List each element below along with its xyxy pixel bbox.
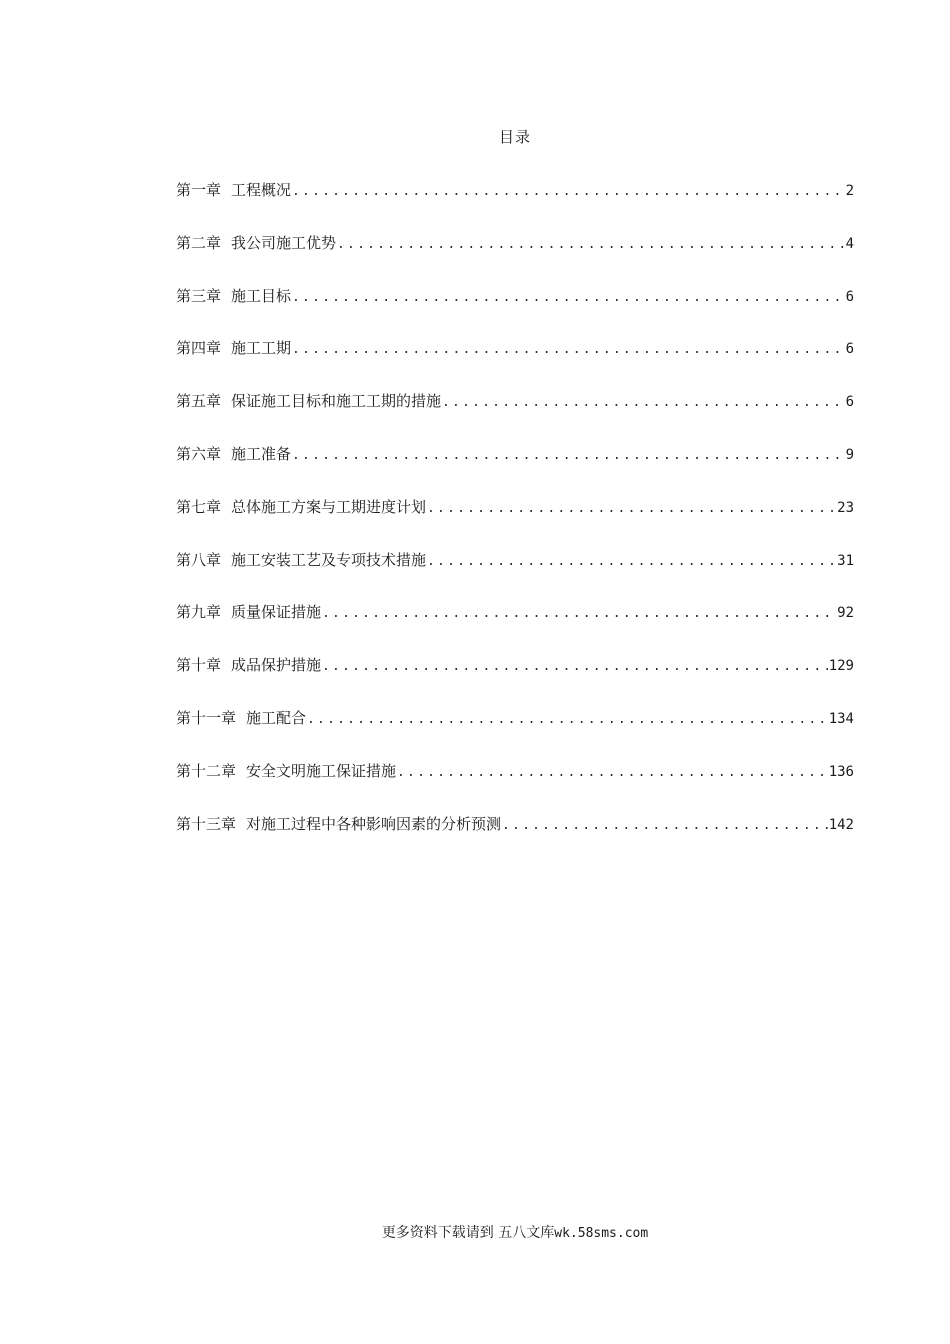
toc-chapter-number: 第十章 — [176, 656, 222, 675]
toc-chapter-title: 施工配合 — [246, 708, 307, 727]
toc-chapter-number: 第六章 — [176, 444, 222, 463]
toc-chapter-title: 成品保护措施 — [231, 656, 322, 675]
footer-text: 更多资料下载请到 五八文库 — [381, 1225, 555, 1241]
toc-chapter-title: 对施工过程中各种影响因素的分析预测 — [246, 814, 502, 833]
toc-page-number: 9 — [845, 446, 854, 463]
toc-chapter-title: 保证施工目标和施工工期的措施 — [231, 392, 442, 411]
toc-dot-leader — [337, 225, 845, 265]
toc-chapter-number: 第十一章 — [176, 708, 237, 727]
toc-entry[interactable] — [176, 381, 854, 434]
toc-chapter-title: 安全文明施工保证措施 — [246, 761, 397, 780]
toc-entry[interactable] — [176, 751, 854, 804]
toc-dot-leader — [397, 753, 828, 793]
toc-chapter-title: 总体施工方案与工期进度计划 — [231, 497, 427, 516]
toc-dot-leader — [322, 594, 836, 634]
toc-entry[interactable] — [176, 276, 854, 329]
toc-chapter-number: 第十三章 — [176, 814, 237, 833]
toc-chapter-number: 第八章 — [176, 550, 222, 569]
toc-chapter-number: 第一章 — [176, 181, 222, 199]
toc-entry[interactable] — [176, 328, 854, 381]
toc-page-number: 136 — [828, 763, 854, 780]
toc-chapter-title: 质量保证措施 — [231, 603, 322, 622]
table-of-contents — [176, 170, 854, 856]
toc-entry[interactable] — [176, 540, 854, 593]
toc-page-number: 6 — [845, 288, 854, 305]
toc-entry[interactable] — [176, 645, 854, 698]
toc-dot-leader — [427, 489, 836, 529]
toc-page-number: 6 — [845, 394, 854, 411]
page-footer — [0, 1222, 950, 1242]
toc-chapter-number: 第五章 — [176, 392, 222, 411]
toc-entry[interactable] — [176, 592, 854, 645]
toc-dot-leader — [442, 383, 845, 423]
toc-dot-leader — [322, 647, 828, 687]
toc-chapter-title: 施工准备 — [231, 444, 292, 463]
toc-entry[interactable] — [176, 223, 854, 276]
toc-chapter-number: 第十二章 — [176, 761, 237, 780]
toc-page-number: 6 — [845, 341, 854, 358]
toc-chapter-number: 第九章 — [176, 603, 222, 622]
toc-page-number: 23 — [837, 499, 854, 516]
toc-dot-leader — [292, 436, 845, 476]
toc-chapter-number: 第七章 — [176, 497, 222, 516]
toc-page-number: 2 — [845, 183, 854, 199]
toc-title: 目录 — [498, 128, 531, 146]
toc-entry[interactable] — [176, 487, 854, 540]
toc-entry[interactable] — [176, 698, 854, 751]
toc-page-number: 142 — [828, 816, 854, 833]
toc-entry[interactable] — [176, 434, 854, 487]
toc-dot-leader — [502, 806, 828, 846]
toc-chapter-title: 施工目标 — [231, 286, 292, 305]
toc-chapter-number: 第二章 — [176, 233, 222, 252]
toc-dot-leader — [307, 700, 828, 740]
toc-dot-leader — [292, 330, 845, 370]
toc-chapter-title: 工程概况 — [231, 181, 292, 199]
toc-chapter-title: 施工安装工艺及专项技术措施 — [231, 550, 427, 569]
toc-page-number: 4 — [845, 235, 854, 252]
toc-entry[interactable] — [176, 804, 854, 857]
toc-chapter-number: 第三章 — [176, 286, 222, 305]
toc-page-number: 134 — [828, 710, 854, 727]
toc-entry[interactable] — [176, 170, 854, 223]
footer-site-link[interactable]: wk.58sms.com — [554, 1226, 649, 1241]
toc-chapter-title: 我公司施工优势 — [231, 233, 337, 252]
toc-dot-leader — [292, 172, 845, 212]
toc-dot-leader — [427, 542, 836, 582]
toc-page-number: 92 — [837, 605, 854, 622]
toc-dot-leader — [292, 278, 845, 318]
toc-page-number: 31 — [837, 552, 854, 569]
toc-chapter-number: 第四章 — [176, 339, 222, 358]
toc-chapter-title: 施工工期 — [231, 339, 292, 358]
toc-page-number: 129 — [828, 658, 854, 675]
